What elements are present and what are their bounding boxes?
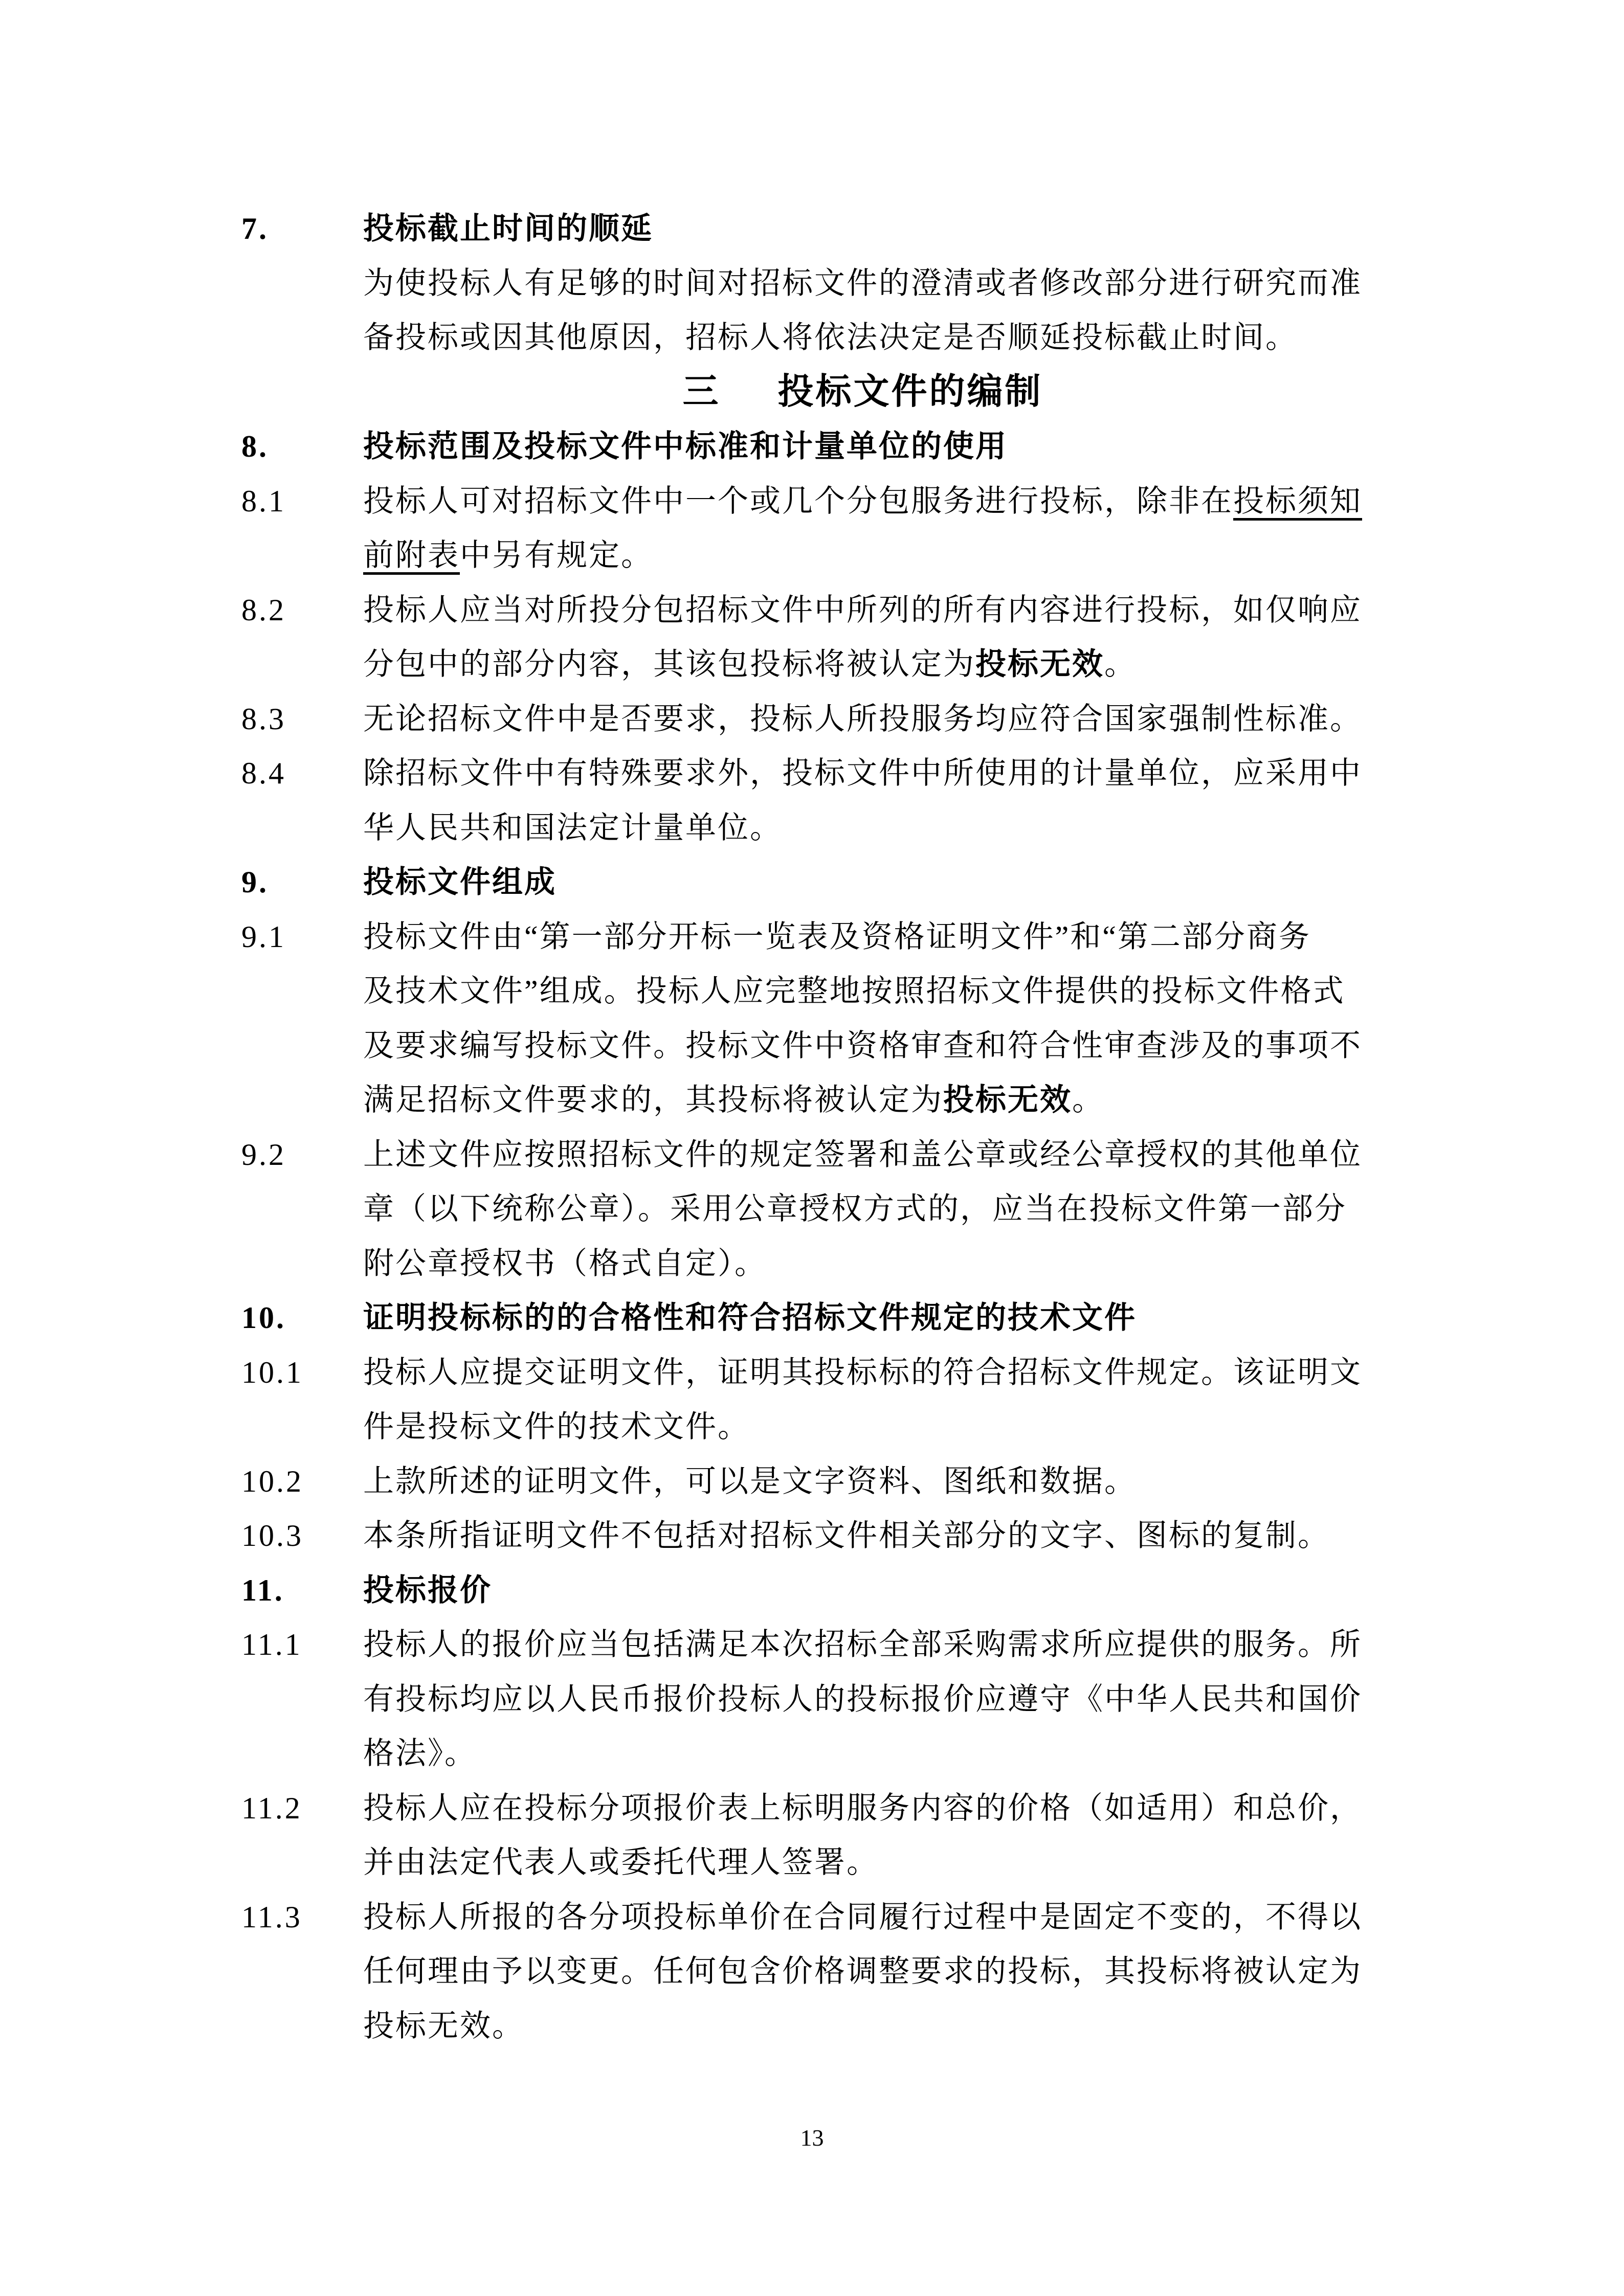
text-line: 证明投标标的的合格性和符合招标文件规定的技术文件 bbox=[363, 1301, 1137, 1335]
text-line: 投标范围及投标文件中标准和计量单位的使用 bbox=[363, 430, 1008, 463]
clause-text bbox=[363, 1454, 1362, 1509]
text-line: 及技术文件”组成。投标人应完整地按照招标文件提供的投标文件格式 bbox=[363, 974, 1345, 1008]
clause-text bbox=[363, 256, 1362, 365]
text-line: 为使投标人有足够的时间对招标文件的澄清或者修改部分进行研究而准 bbox=[363, 266, 1362, 300]
text-line: 分包中的部分内容，其该包投标将被认定为投标无效。 bbox=[363, 647, 1137, 681]
text-line: 有投标均应以人民币报价投标人的投标报价应遵守《中华人民共和国价 bbox=[363, 1682, 1362, 1716]
clause-number: 8.2 bbox=[241, 593, 286, 627]
clause-number: 10. bbox=[241, 1301, 286, 1335]
clause-number: 7. bbox=[241, 212, 269, 245]
clause-number: 11.3 bbox=[241, 1900, 302, 1934]
text-line: 投标人应在投标分项报价表上标明服务内容的价格（如适用）和总价， bbox=[363, 1791, 1362, 1825]
clause-8 bbox=[241, 419, 1362, 474]
clause-text bbox=[363, 1128, 1362, 1291]
clause-text bbox=[363, 692, 1362, 747]
clause-text bbox=[363, 1291, 1362, 1345]
section-title bbox=[363, 365, 1362, 420]
clause-number: 9.2 bbox=[241, 1137, 286, 1172]
clause-text bbox=[363, 1781, 1362, 1890]
text-line: 除招标文件中有特殊要求外，投标文件中所使用的计量单位，应采用中 bbox=[363, 756, 1362, 790]
section-title-text: 投标文件的编制 bbox=[777, 372, 1043, 412]
clause-text bbox=[363, 855, 1362, 910]
clause-text bbox=[363, 419, 1362, 474]
text-line: 投标人可对招标文件中一个或几个分包服务进行投标，除非在投标须知 bbox=[363, 484, 1362, 518]
clause-11-1 bbox=[241, 1617, 1362, 1781]
clause-number: 8.3 bbox=[241, 702, 286, 736]
text-line: 上述文件应按照招标文件的规定签署和盖公章或经公章授权的其他单位 bbox=[363, 1137, 1362, 1172]
clause-10-3 bbox=[241, 1509, 1362, 1563]
text-line: 附公章授权书（格式自定）。 bbox=[363, 1246, 767, 1280]
text-line: 及要求编写投标文件。投标文件中资格审查和符合性审查涉及的事项不 bbox=[363, 1028, 1362, 1063]
clause-text bbox=[363, 201, 1362, 256]
text-line: 上款所述的证明文件，可以是文字资料、图纸和数据。 bbox=[363, 1464, 1137, 1498]
page-number: 13 bbox=[800, 2125, 824, 2151]
clause-8-2 bbox=[241, 583, 1362, 692]
text-line: 章（以下统称公章）。采用公章授权方式的，应当在投标文件第一部分 bbox=[363, 1192, 1347, 1226]
text-line: 本条所指证明文件不包括对招标文件相关部分的文字、图标的复制。 bbox=[363, 1519, 1330, 1552]
clause-11-2 bbox=[241, 1781, 1362, 1890]
clause-number: 8.1 bbox=[241, 484, 286, 518]
clause-text bbox=[363, 1617, 1362, 1781]
text-line: 投标人应提交证明文件，证明其投标标的符合招标文件规定。该证明文 bbox=[363, 1355, 1362, 1389]
clause-8-1 bbox=[241, 474, 1362, 583]
text-line: 无论招标文件中是否要求，投标人所投服务均应符合国家强制性标准。 bbox=[363, 702, 1362, 736]
text-line: 前附表中另有规定。 bbox=[363, 538, 653, 572]
clause-number: 9. bbox=[241, 865, 269, 899]
clause-number: 11.2 bbox=[241, 1791, 302, 1825]
clause-11-3 bbox=[241, 1890, 1362, 2054]
document-body bbox=[241, 201, 1362, 2053]
text-line: 格法》。 bbox=[363, 1737, 477, 1770]
clause-text bbox=[363, 583, 1362, 692]
text-line: 投标报价 bbox=[363, 1573, 492, 1607]
clause-number: 9.1 bbox=[241, 919, 286, 954]
text-line: 投标人应当对所投分包招标文件中所列的所有内容进行投标，如仅响应 bbox=[363, 593, 1362, 627]
text-line: 投标文件组成 bbox=[363, 865, 557, 899]
clause-8-4 bbox=[241, 746, 1362, 855]
clause-number: 8. bbox=[241, 430, 269, 463]
clause-10 bbox=[241, 1291, 1362, 1345]
clause-text bbox=[363, 1563, 1362, 1618]
text-line: 投标人的报价应当包括满足本次招标全部采购需求所应提供的服务。所 bbox=[363, 1628, 1362, 1661]
text-line: 投标截止时间的顺延 bbox=[363, 212, 653, 245]
clause-number: 10.2 bbox=[241, 1464, 303, 1498]
clause-9 bbox=[241, 855, 1362, 910]
clause-10-2 bbox=[241, 1454, 1362, 1509]
clause-number: 10.1 bbox=[241, 1355, 303, 1389]
text-line: 投标无效。 bbox=[363, 2009, 524, 2043]
text-line: 投标文件由“第一部分开标一览表及资格证明文件”和“第二部分商务 bbox=[363, 919, 1311, 954]
text-line: 并由法定代表人或委托代理人签署。 bbox=[363, 1845, 879, 1879]
text-line: 投标人所报的各分项投标单价在合同履行过程中是固定不变的，不得以 bbox=[363, 1900, 1362, 1934]
clause-9-2 bbox=[241, 1128, 1362, 1291]
clause-text bbox=[363, 474, 1362, 583]
section-title-number: 三 bbox=[682, 372, 721, 412]
text-line: 任何理由予以变更。任何包含价格调整要求的投标，其投标将被认定为 bbox=[363, 1954, 1362, 1988]
clause-number: 11. bbox=[241, 1573, 284, 1607]
text-line: 满足招标文件要求的，其投标将被认定为投标无效。 bbox=[363, 1083, 1104, 1117]
clause-text bbox=[363, 910, 1362, 1128]
clause-text bbox=[363, 1345, 1362, 1454]
clause-number: 11.1 bbox=[241, 1628, 302, 1661]
clause-number: 10.3 bbox=[241, 1519, 303, 1552]
clause-7 bbox=[241, 201, 1362, 256]
text-line: 备投标或因其他原因，招标人将依法决定是否顺延投标截止时间。 bbox=[363, 321, 1298, 354]
clause-8-3 bbox=[241, 692, 1362, 747]
clause-text bbox=[363, 1509, 1362, 1563]
clause-text bbox=[363, 746, 1362, 855]
text-line: 华人民共和国法定计量单位。 bbox=[363, 811, 782, 845]
clause-10-1 bbox=[241, 1345, 1362, 1454]
clause-11 bbox=[241, 1563, 1362, 1618]
clause-text bbox=[363, 1890, 1362, 2054]
clause-continuation bbox=[241, 256, 1362, 365]
clause-number: 8.4 bbox=[241, 756, 286, 790]
text-line: 件是投标文件的技术文件。 bbox=[363, 1410, 750, 1444]
clause-9-1 bbox=[241, 910, 1362, 1128]
